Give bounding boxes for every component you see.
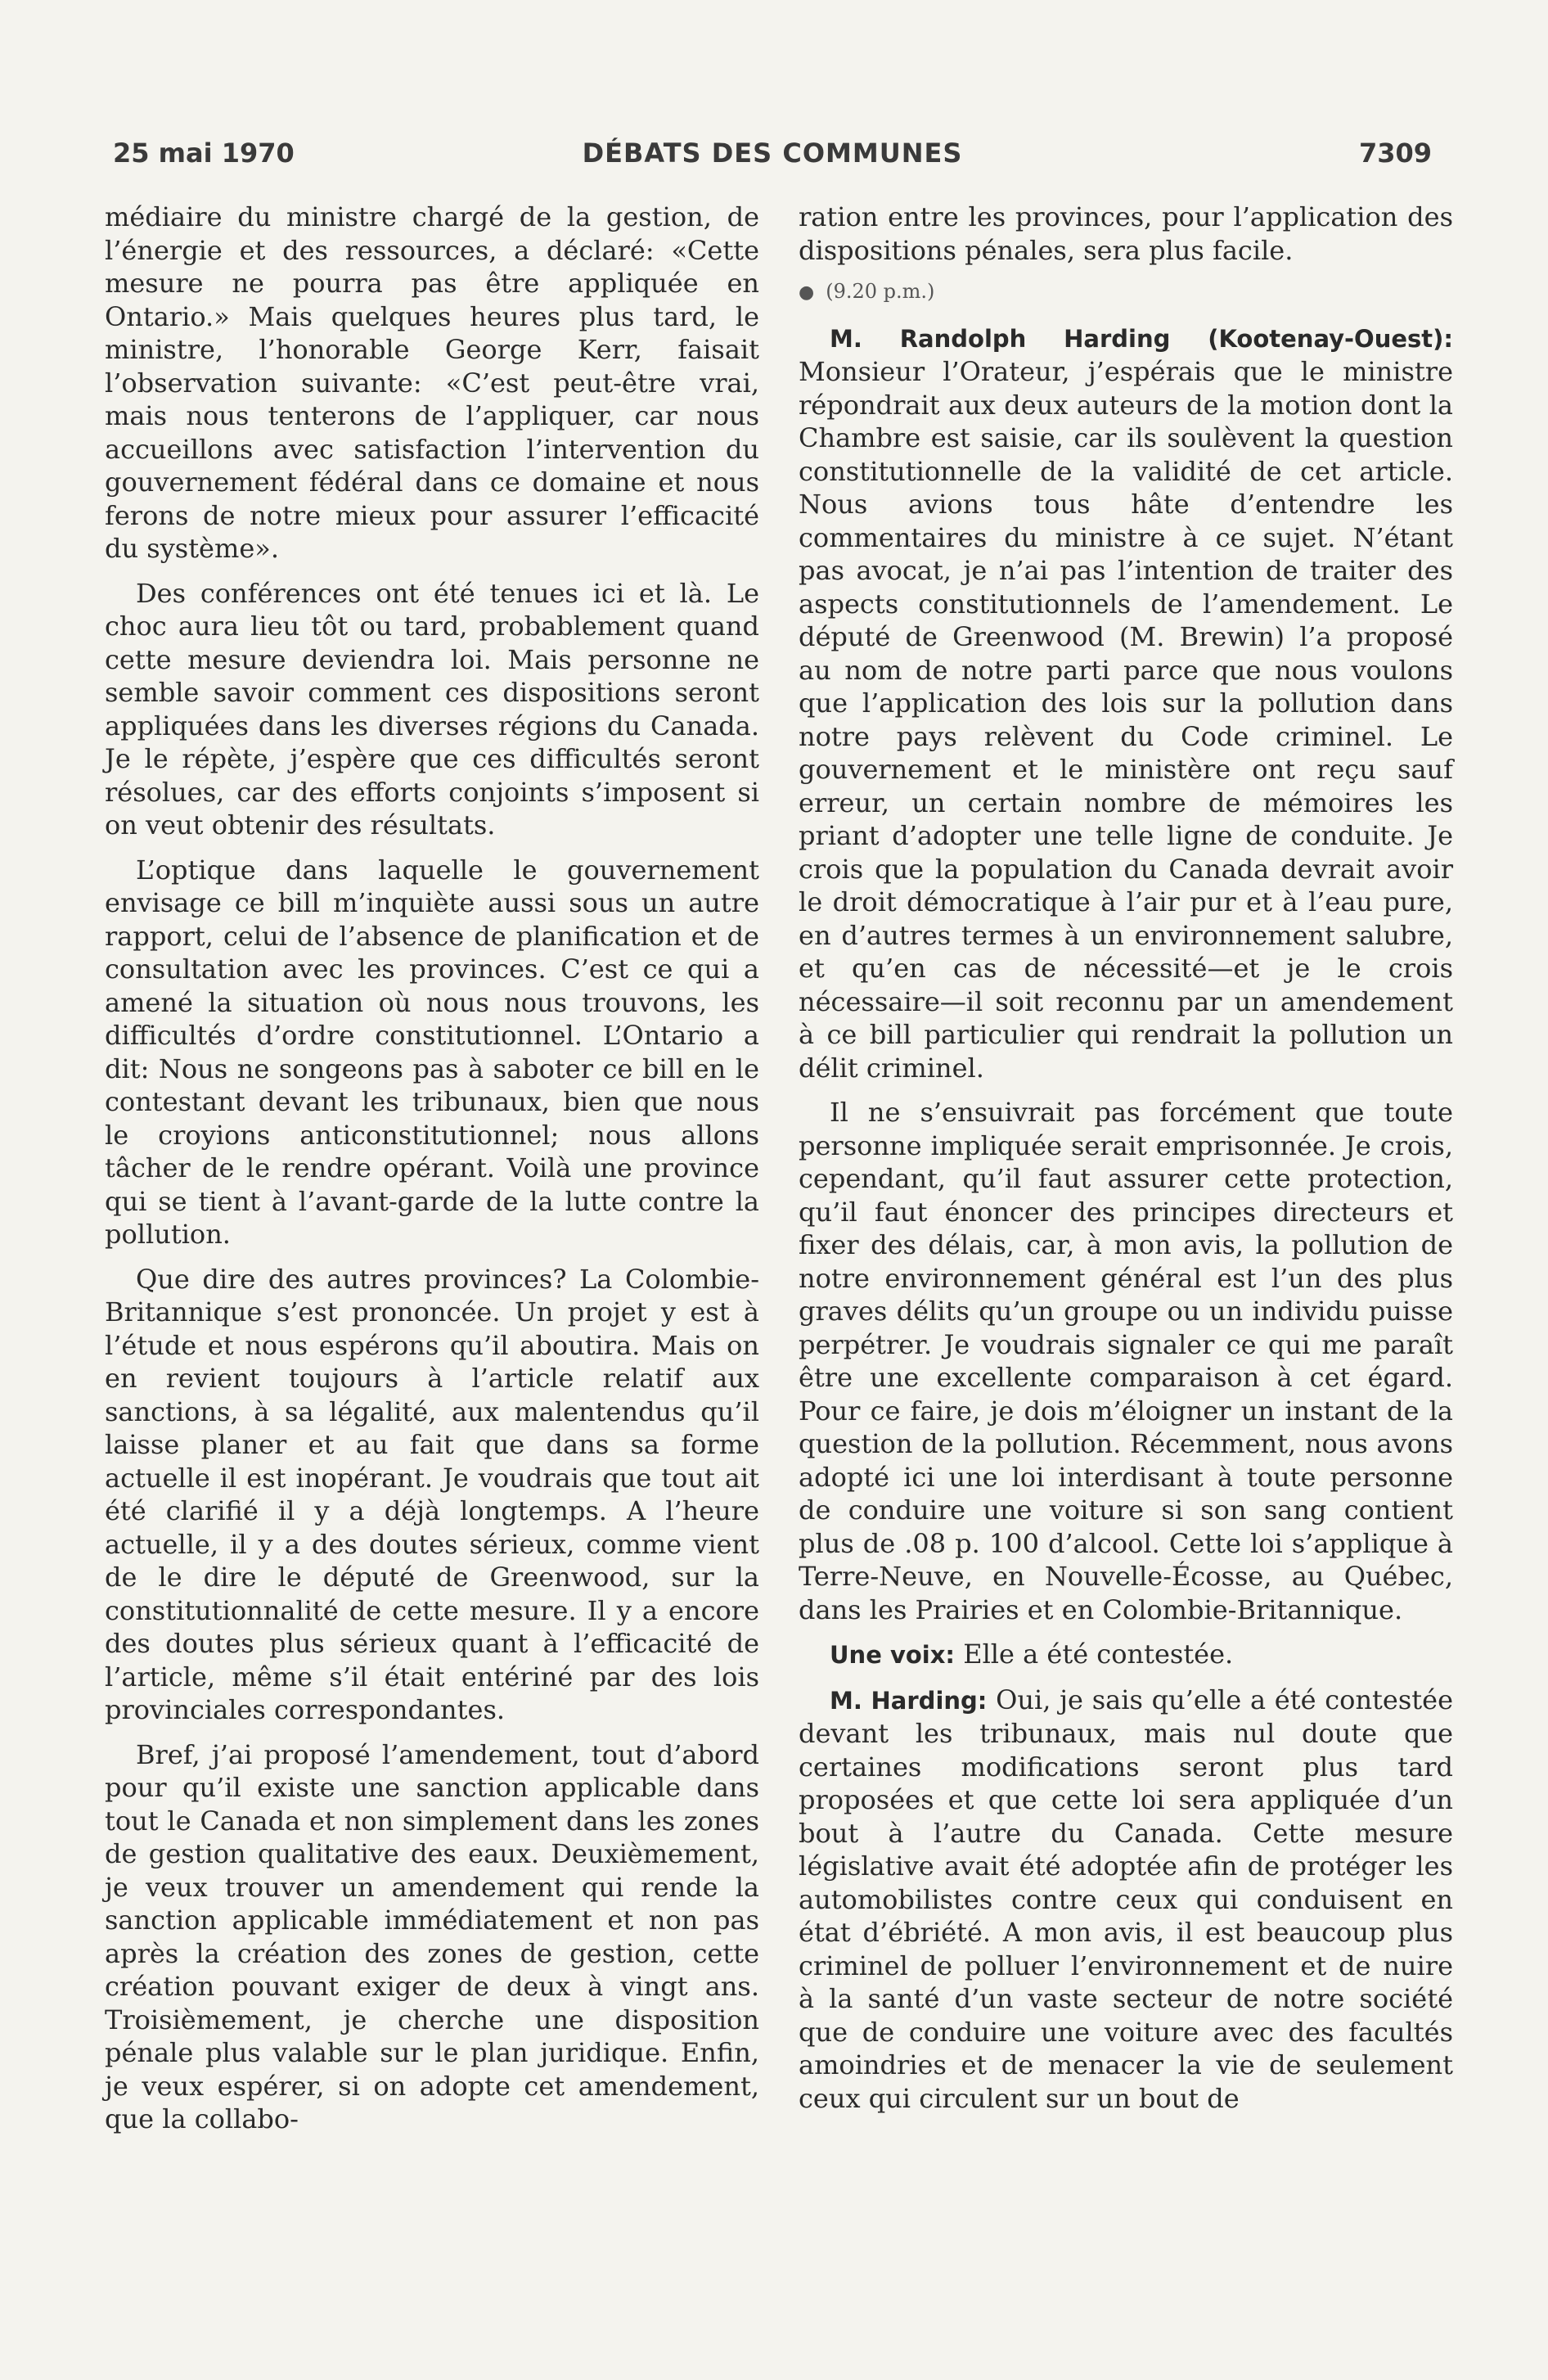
speech-text: Oui, je sais qu’elle a été contestée devant les tribunaux, mais nul doute que certaines modifications seront plus tard proposées et que cette loi sera appliquée d’un bout à l’autre du Canada. Cette mesure législative avait été adoptée afin de protéger les automobilistes contre ceux qui conduisent en état d’ébriété. A mon avis, il est beaucoup plus criminel de polluer l’environnement et de nuire à la santé d’un vaste secteur de notre société que de conduire une voiture avec des facultés amoindries et de menacer la vie de seulement ceux qui circulent sur un bout de bbox=[799, 1684, 1454, 2114]
right-column bbox=[799, 201, 1453, 2115]
paragraph: Que dire des autres provinces? La Colombie-Britannique s’est prononcée. Un projet y est à l’étude et nous espérons qu’il aboutira. Mais on en revient toujours à l’article relatif aux sanctions, à sa légalité, aux malentendus qu’il laisse planer et au fait que dans sa forme actuelle il est inopérant. Je voudrais que tout ait été clarifié il y a déjà longtemps. A l’heure actuelle, il y a des doutes sérieux, comme vient de le dire le député de Greenwood, sur la constitutionnalité de cette mesure. Il y a encore des doutes plus sérieux quant à l’efficacité de l’article, même s’il était entériné par des lois provinciales correspondantes. bbox=[105, 1263, 759, 1725]
time-text: (9.20 p.m.) bbox=[826, 280, 935, 303]
header-title: DÉBATS DES COMMUNES bbox=[582, 137, 963, 169]
speech-paragraph bbox=[799, 322, 1453, 1085]
page-header bbox=[113, 137, 1432, 183]
paragraph: Bref, j’ai proposé l’amendement, tout d’abord pour qu’il existe une sanction applicable dans tout le Canada et non simplement dans les zones de gestion qualitative des eaux. Deuxièmement, je veux trouver un amendement qui rende la sanction applicable immédiatement et non pas après la création des zones de gestion, cette création pouvant exiger de deux à vingt ans. Troisièmement, je cherche une disposition pénale plus valable sur le plan juridique. Enfin, je veux espérer, si on adopte cet amendement, que la collabo- bbox=[105, 1738, 759, 2134]
bullet-icon: ● bbox=[799, 282, 815, 303]
paragraph: L’optique dans laquelle le gouvernement envisage ce bill m’inquiète aussi sous un autre rapport, celui de l’absence de planification et de consultation avec les provinces. C’est ce qui a amené la situation où nous nous trouvons, les difficultés d’ordre constitutionnel. L’Ontario a dit: Nous ne songeons pas à saboter ce bill en le contestant devant les tribunaux, bien que nous le croyions anticonstitutionnel; nous allons tâcher de le rendre opérant. Voilà une province qui se tient à l’avant-garde de la lutte contre la pollution. bbox=[105, 854, 759, 1250]
left-column bbox=[105, 201, 759, 2136]
time-stamp bbox=[799, 275, 1453, 310]
speaker-name: M. Randolph Harding (Kootenay-Ouest): bbox=[830, 324, 1453, 353]
speech-text: Monsieur l’Orateur, j’espérais que le ministre répondrait aux deux auteurs de la motion dont la Chambre est saisie, car ils soulèvent la question constitutionnelle de la validité de cet article. Nous avions tous hâte d’entendre les commentaires du ministre à ce sujet. N’étant pas avocat, je n’ai pas l’intention de traiter des aspects constitutionnels de l’amendement. Le député de Greenwood (M. Brewin) l’a proposé au nom de notre parti parce que nous voulons que l’application des lois sur la pollution dans notre pays relèvent du Code criminel. Le gouvernement et le ministère ont reçu sauf erreur, un certain nombre de mémoires les priant d’adopter une telle ligne de conduite. Je crois que la population du Canada devrait avoir le droit démocratique à l’air pur et à l’eau pure, en d’autres termes à un environnement salubre, et qu’en cas de nécessité—et je le crois nécessaire—il soit reconnu par un amendement à ce bill particulier qui rendrait la pollution un délit criminel. bbox=[799, 356, 1453, 1084]
paragraph: médiaire du ministre chargé de la gestion, de l’énergie et des ressources, a déclaré: «Cette mesure ne pourra pas être appliquée en Ontario.» Mais quelques heures plus tard, le ministre, l’honorable George Kerr, faisait l’observation suivante: «C’est peut-être vrai, mais nous tenterons de l’appliquer, car nous accueillons avec satisfaction l’intervention du gouvernement fédéral dans ce domaine et nous ferons de notre mieux pour assurer l’efficacité du système». bbox=[105, 201, 759, 564]
header-date: 25 mai 1970 bbox=[113, 137, 295, 169]
header-page-number: 7309 bbox=[1358, 137, 1432, 169]
speaker-name: M. Harding: bbox=[830, 1686, 988, 1715]
speech-paragraph bbox=[799, 1684, 1453, 2116]
paragraph: ration entre les provinces, pour l’application des dispositions pénales, sera plus facile. bbox=[799, 201, 1453, 266]
paragraph: Des conférences ont été tenues ici et là. Le choc aura lieu tôt ou tard, probablement quand cette mesure deviendra loi. Mais personne ne semble savoir comment ces dispositions seront appliquées dans les diverses régions du Canada. Je le répète, j’espère que ces difficultés seront résolues, car des efforts conjoints s’imposent si on veut obtenir des résultats. bbox=[105, 577, 759, 841]
speaker-name: Une voix: bbox=[830, 1641, 956, 1669]
paragraph: Il ne s’ensuivrait pas forcément que toute personne impliquée serait emprisonnée. Je crois, cependant, qu’il faut assurer cette protection, qu’il faut énoncer des principes directeurs et fixer des délais, car, à mon avis, la pollution de notre environnement général est l’un des plus graves délits qu’un groupe ou un individu puisse perpétrer. Je voudrais signaler ce qui me paraît être une excellente comparaison à cet égard. Pour ce faire, je dois m’éloigner un instant de la question de la pollution. Récemment, nous avons adopté ici une loi interdisant à toute personne de conduire une voiture si son sang contient plus de .08 p. 100 d’alcool. Cette loi s’applique à Terre-Neuve, en Nouvelle-Écosse, au Québec, dans les Prairies et en Colombie-Britannique. bbox=[799, 1097, 1453, 1625]
speech-paragraph bbox=[799, 1638, 1453, 1672]
speech-text: Elle a été contestée. bbox=[963, 1639, 1234, 1670]
